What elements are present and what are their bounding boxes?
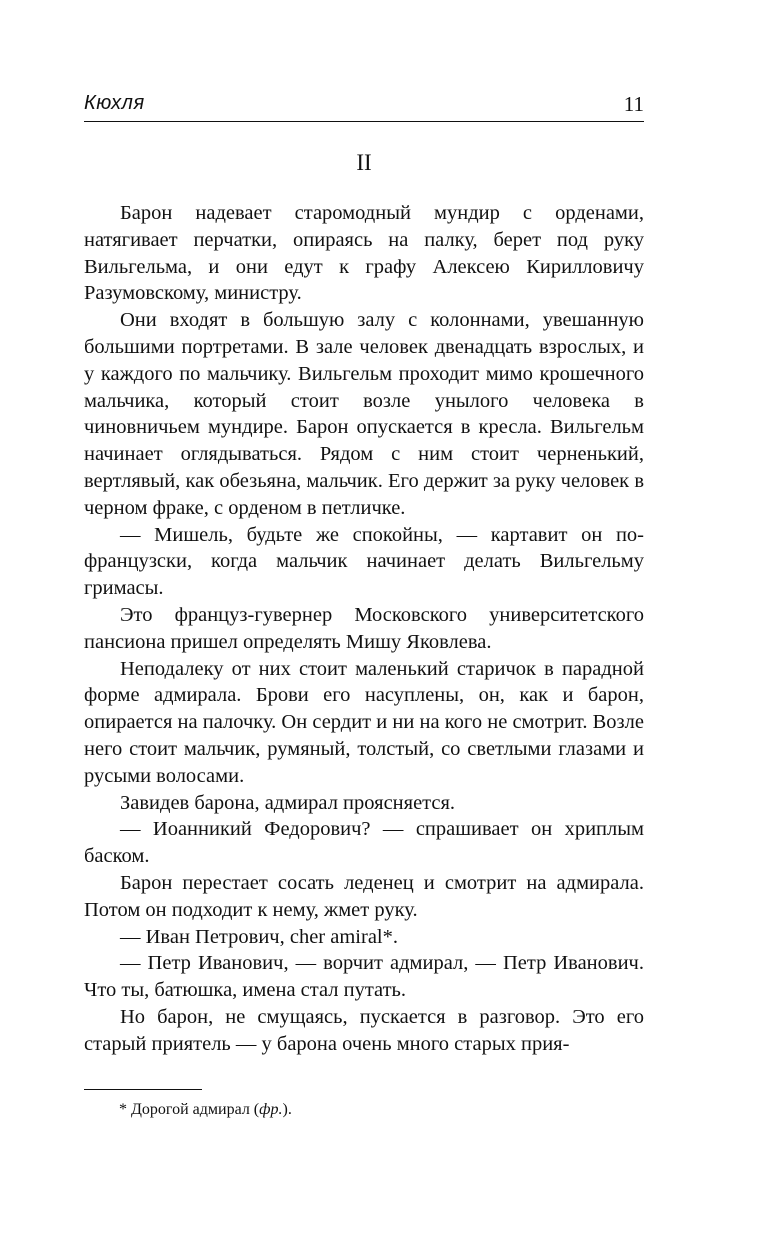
footnote-text: * Дорогой адмирал ( xyxy=(119,1101,260,1118)
paragraph: Завидев барона, адмирал проясняется. xyxy=(120,791,456,814)
paragraph: Неподалеку от них стоит маленький старичок в парадной форме адмирала. Брови его насуплены, он, как и барон, опирается на палочку. Он сердит и ни на кого не смотрит. Возле него стоит мальчик, румяный, толстый, со светлыми глазами и русыми волосами. xyxy=(84,657,644,787)
paragraph: — Мишель, будьте же спокойны, — картавит он по-французски, когда мальчик начинает делать Вильгельму гримасы. xyxy=(84,523,644,600)
running-title: Кюхля xyxy=(84,92,145,114)
paragraph: Барон надевает старомодный мундир с орденами, натягивает перчатки, опираясь на палку, берет под руку Вильгельма, и они едут к графу Алексею Кирилловичу Разумовскому, министру. xyxy=(84,202,644,305)
footnote-end: ). xyxy=(282,1101,292,1118)
header-divider xyxy=(84,121,644,122)
paragraph: Это француз-гувернер Московского университетского пансиона пришел определять Мишу Яковлева. xyxy=(84,603,644,653)
footnote-language-abbr: фр. xyxy=(259,1101,283,1118)
footnote-divider xyxy=(84,1089,202,1090)
chapter-number: II xyxy=(356,150,372,175)
running-header xyxy=(84,92,644,120)
footnote xyxy=(119,1101,292,1119)
paragraph: Но барон, не смущаясь, пускается в разговор. Это его старый приятель — у барона очень много старых прия- xyxy=(84,1005,644,1055)
paragraph: — Петр Иванович, — ворчит адмирал, — Петр Иванович. Что ты, батюшка, имена стал путать. xyxy=(84,952,644,1002)
paragraph: — Иван Петрович, cher amiral*. xyxy=(120,925,398,948)
paragraph: Они входят в большую залу с колоннами, увешанную большими портретами. В зале человек двенадцать взрослых, и у каждого по мальчику. Вильгельм проходит мимо крошечного мальчика, который стоит возле унылого человека в чиновничьем мундире. Барон опускается в кресла. Вильгельм начинает оглядываться. Рядом с ним стоит черненький, вертлявый, как обезьяна, мальчик. Его держит за руку человек в черном фраке, с орденом в петличке. xyxy=(84,309,644,519)
paragraph: — Иоанникий Федорович? — спрашивает он хриплым баском. xyxy=(84,818,644,868)
paragraph: Барон перестает сосать леденец и смотрит на адмирала. Потом он подходит к нему, жмет руку. xyxy=(84,871,644,921)
page-number: 11 xyxy=(623,92,644,116)
body-text xyxy=(84,200,644,1058)
